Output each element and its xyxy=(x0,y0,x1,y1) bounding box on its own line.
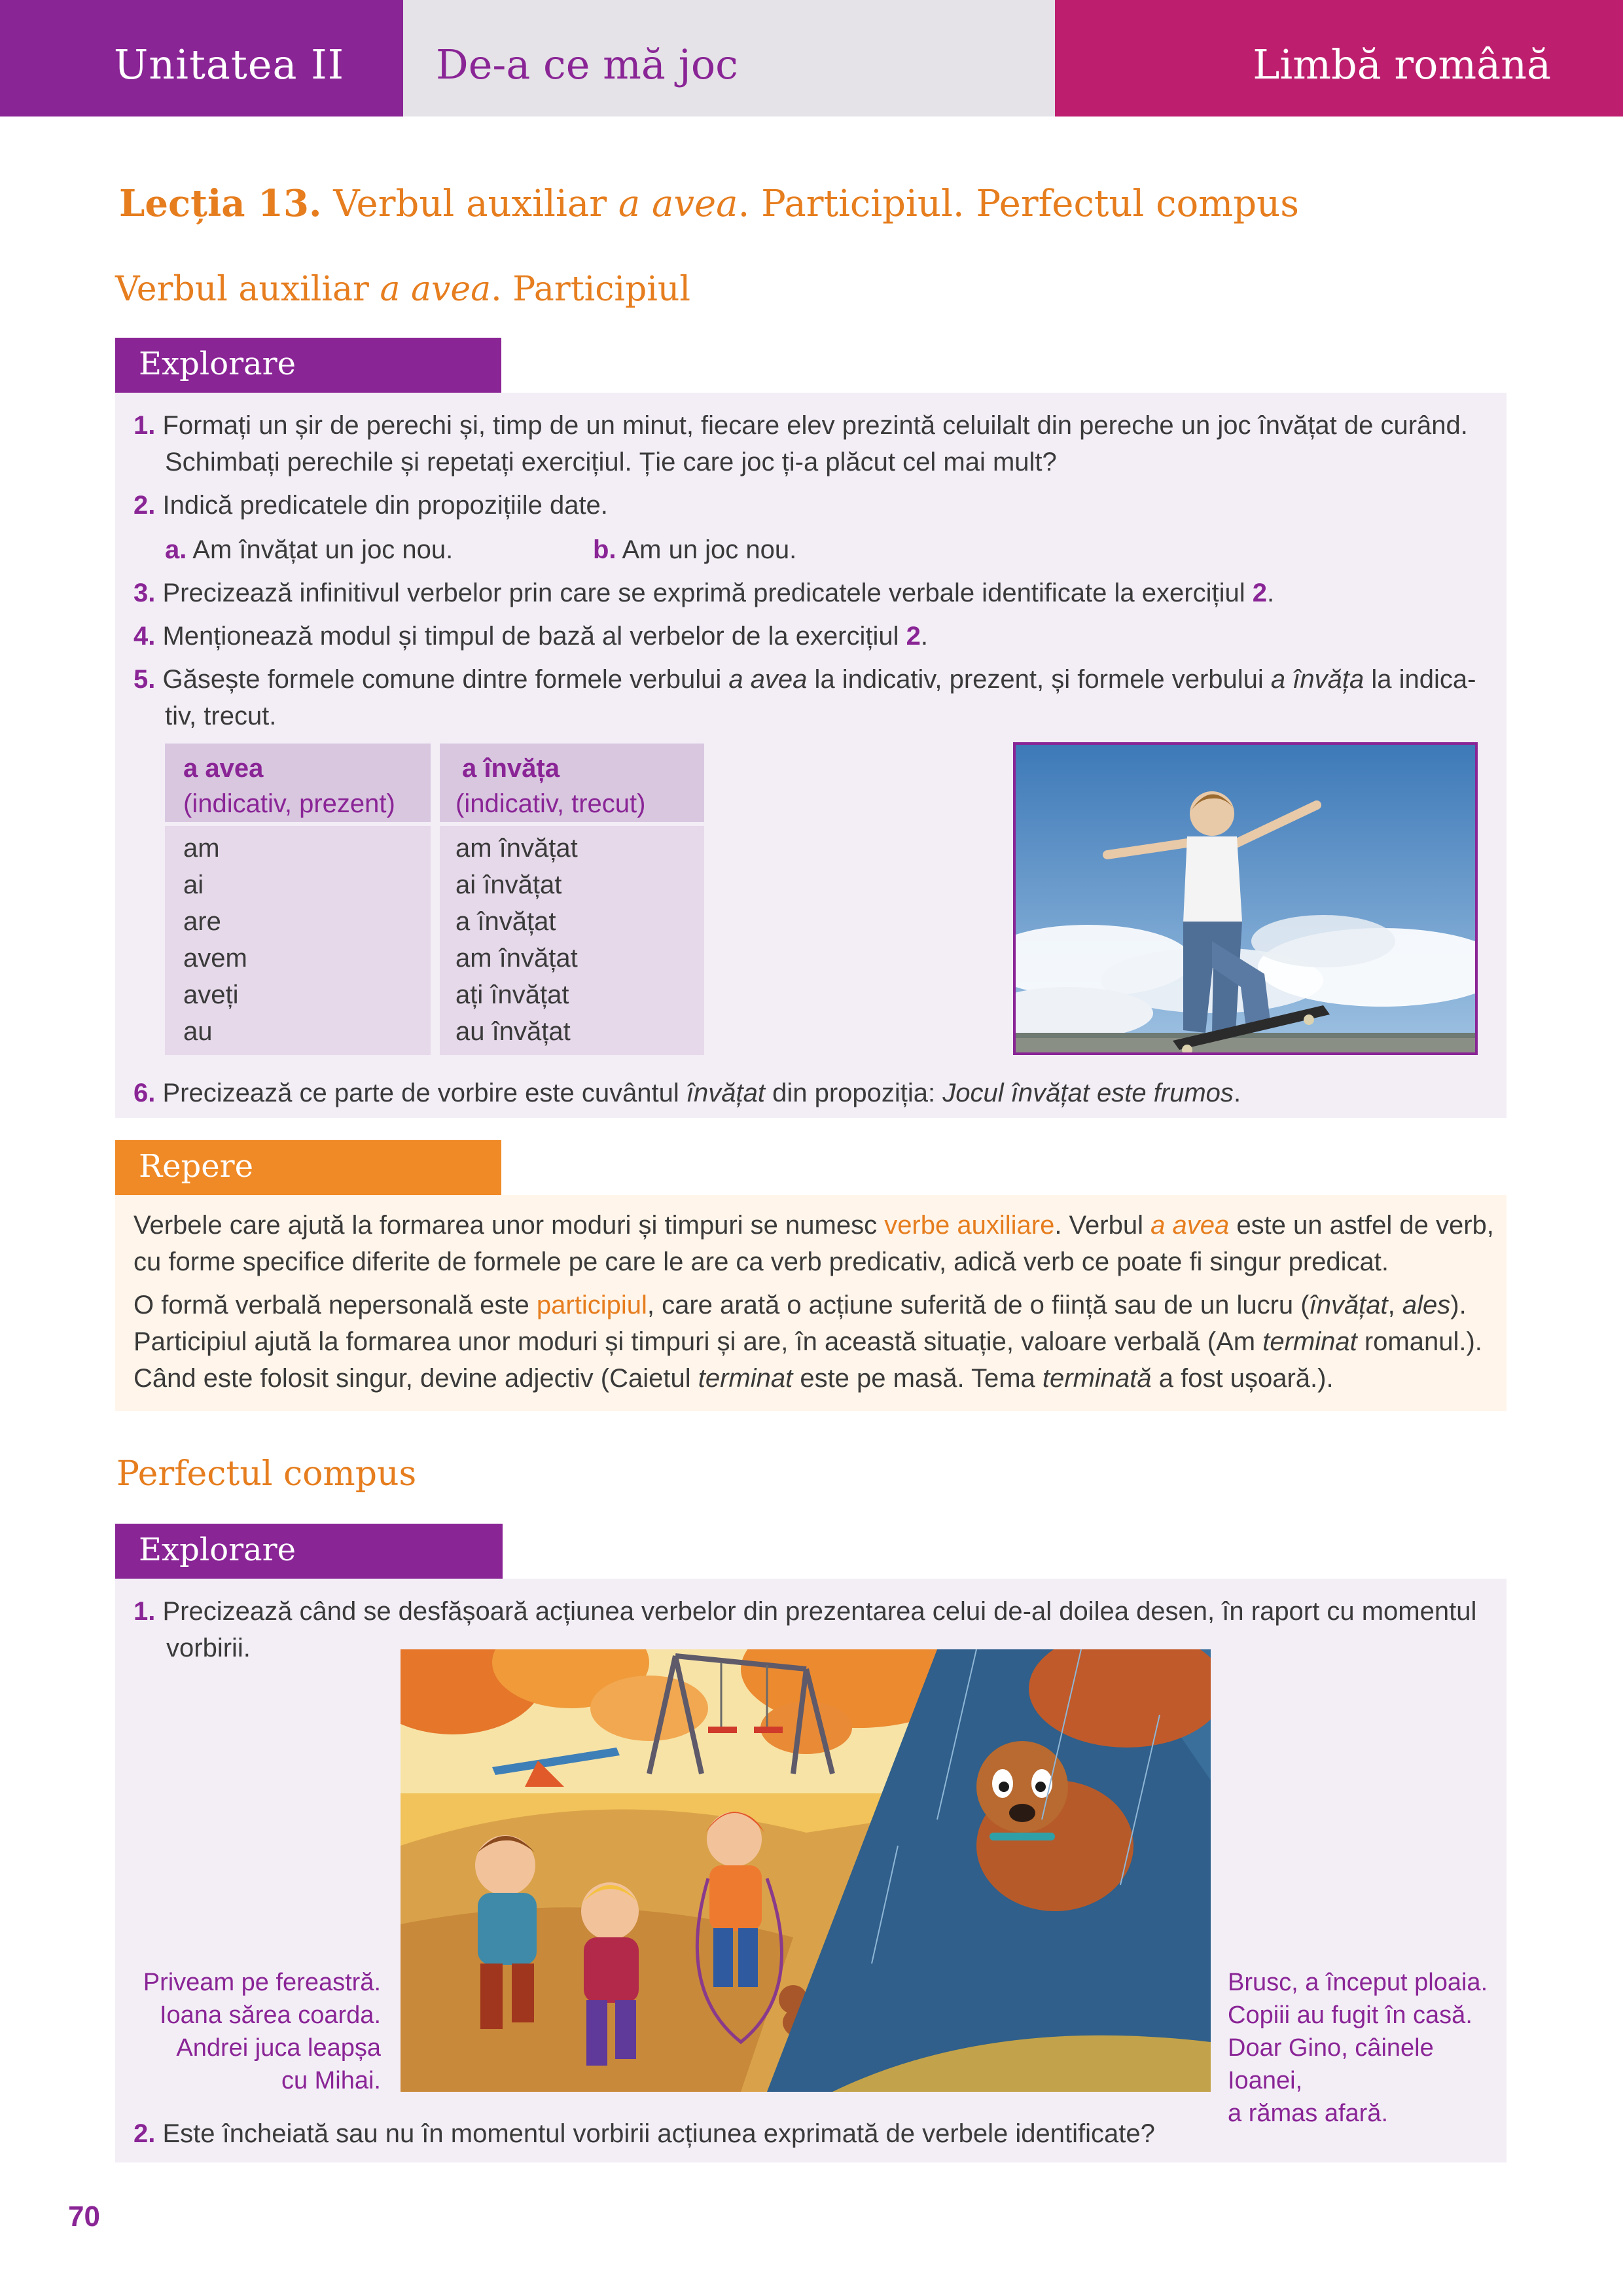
table-col2-head: a învăța xyxy=(462,754,560,783)
table-cell: a învățat xyxy=(455,907,556,936)
table-cell: are xyxy=(183,907,221,936)
exercise-1: 1. Formați un șir de perechi și, timp de un minut, fiecare elev prezintă celuilalt din pereche un joc învățat de curând. xyxy=(134,411,1468,440)
exercise-5-cont: tiv, trecut. xyxy=(165,702,277,730)
table-cell: am învățat xyxy=(455,834,578,863)
repere-paragraph-3: Participiul ajută la formarea unor moduri și timpuri și are, în această situație, valoare verbală (Am terminat romanul.). xyxy=(134,1327,1482,1356)
exercise-3: 3. Precizează infinitivul verbelor prin care se exprimă predicatele verbale identificate la exercițiul 2. xyxy=(134,579,1275,607)
subject-label: Limbă română xyxy=(1055,0,1623,117)
exercise-4: 4. Menționează modul și timpul de bază al verbelor de la exercițiul 2. xyxy=(134,622,929,651)
caption-line: Doar Gino, câinele Ioanei, xyxy=(1228,2034,1434,2094)
repere-paragraph-1-cont: cu forme specifice diferite de formele pe care le are ca verb predicativ, adică verb ce poate fi singur predicat. xyxy=(134,1247,1389,1276)
table-cell: au xyxy=(183,1017,213,1046)
left-caption xyxy=(122,1966,381,2097)
repere-paragraph-2: O formă verbală nepersonală este participiul, care arată o acțiune suferită de o ființă sau de un lucru (învățat, ales). xyxy=(134,1291,1467,1319)
exercise-2-1: 1. Precizează când se desfășoară acțiunea verbelor din prezentarea celui de-al doilea desen, în raport cu momentul xyxy=(134,1597,1477,1626)
exercise-2-2: 2. Este încheiată sau nu în momentul vorbirii acțiunea exprimată de verbele identificate? xyxy=(134,2119,1155,2148)
exercise-2: 2. Indică predicatele din propozițiile date. xyxy=(134,491,608,520)
repere-paragraph-4: Când este folosit singur, devine adjectiv (Caietul terminat este pe masă. Tema terminată a fost ușoară.). xyxy=(134,1364,1334,1393)
repere-tag: Repere xyxy=(115,1140,501,1195)
caption-line: Priveam pe fereastră. xyxy=(143,1969,381,1996)
explorare-tag-2: Explorare xyxy=(115,1524,503,1579)
explorare-tag: Explorare xyxy=(115,338,501,393)
table-col2-values xyxy=(455,830,578,1050)
unit-label: Unitatea II xyxy=(0,0,403,117)
caption-line: Copiii au fugit în casă. xyxy=(1228,2001,1472,2029)
table-cell: aveți xyxy=(183,980,239,1009)
exercise-6: 6. Precizează ce parte de vorbire este cuvântul învățat din propoziția: Jocul învățat este frumos. xyxy=(134,1079,1241,1107)
skateboarder-illustration xyxy=(1016,745,1475,1052)
table-col1-head: a avea xyxy=(183,754,264,783)
page-number: 70 xyxy=(68,2200,100,2233)
skateboarder-photo xyxy=(1013,742,1478,1055)
table-cell: ai xyxy=(183,870,204,899)
exercise-2-1-cont: vorbirii. xyxy=(166,1634,251,1662)
table-cell: am învățat xyxy=(455,944,578,973)
section-title-perfect: Perfectul compus xyxy=(116,1454,417,1494)
table-col1-sub: (indicativ, prezent) xyxy=(183,789,395,818)
repere-paragraph-1: Verbele care ajută la formarea unor moduri și timpuri se numesc verbe auxiliare. Verbul a avea este un astfel de verb, xyxy=(134,1211,1494,1240)
exercise-2b: b. Am un joc nou. xyxy=(593,535,797,564)
caption-line: Ioana sărea coarda. xyxy=(159,2001,381,2029)
lesson-title: Lecția 13. Verbul auxiliar a avea. Participiul. Perfectul compus xyxy=(119,182,1299,225)
caption-line: cu Mihai. xyxy=(281,2067,381,2094)
table-cell: au învățat xyxy=(455,1017,571,1046)
caption-line: Brusc, a început ploaia. xyxy=(1228,1969,1488,1996)
exercise-1-cont: Schimbați perechile și repetați exercițiul. Ție care joc ți-a plăcut cel mai mult? xyxy=(165,448,1057,476)
table-col2-sub: (indicativ, trecut) xyxy=(455,789,646,818)
caption-line: Andrei juca leapșa xyxy=(176,2034,381,2062)
exercise-2a: a. Am învățat un joc nou. xyxy=(165,535,454,564)
autumn-scene-drawing xyxy=(401,1649,1211,2092)
unit-theme: De-a ce mă joc xyxy=(403,0,1055,117)
table-cell: ai învățat xyxy=(455,870,562,899)
table-cell: am xyxy=(183,834,220,863)
table-cell: ați învățat xyxy=(455,980,569,1009)
caption-line: a rămas afară. xyxy=(1228,2100,1388,2127)
section-title-auxiliary: Verbul auxiliar a avea. Participiul xyxy=(115,270,691,309)
table-col1-values xyxy=(183,830,247,1050)
playground-illustration xyxy=(401,1649,1211,2092)
right-caption xyxy=(1228,1966,1503,2130)
exercise-5: 5. Găsește formele comune dintre formele verbului a avea la indicativ, prezent, și formele verbului a învăța la indica- xyxy=(134,665,1476,694)
table-cell: avem xyxy=(183,944,247,973)
